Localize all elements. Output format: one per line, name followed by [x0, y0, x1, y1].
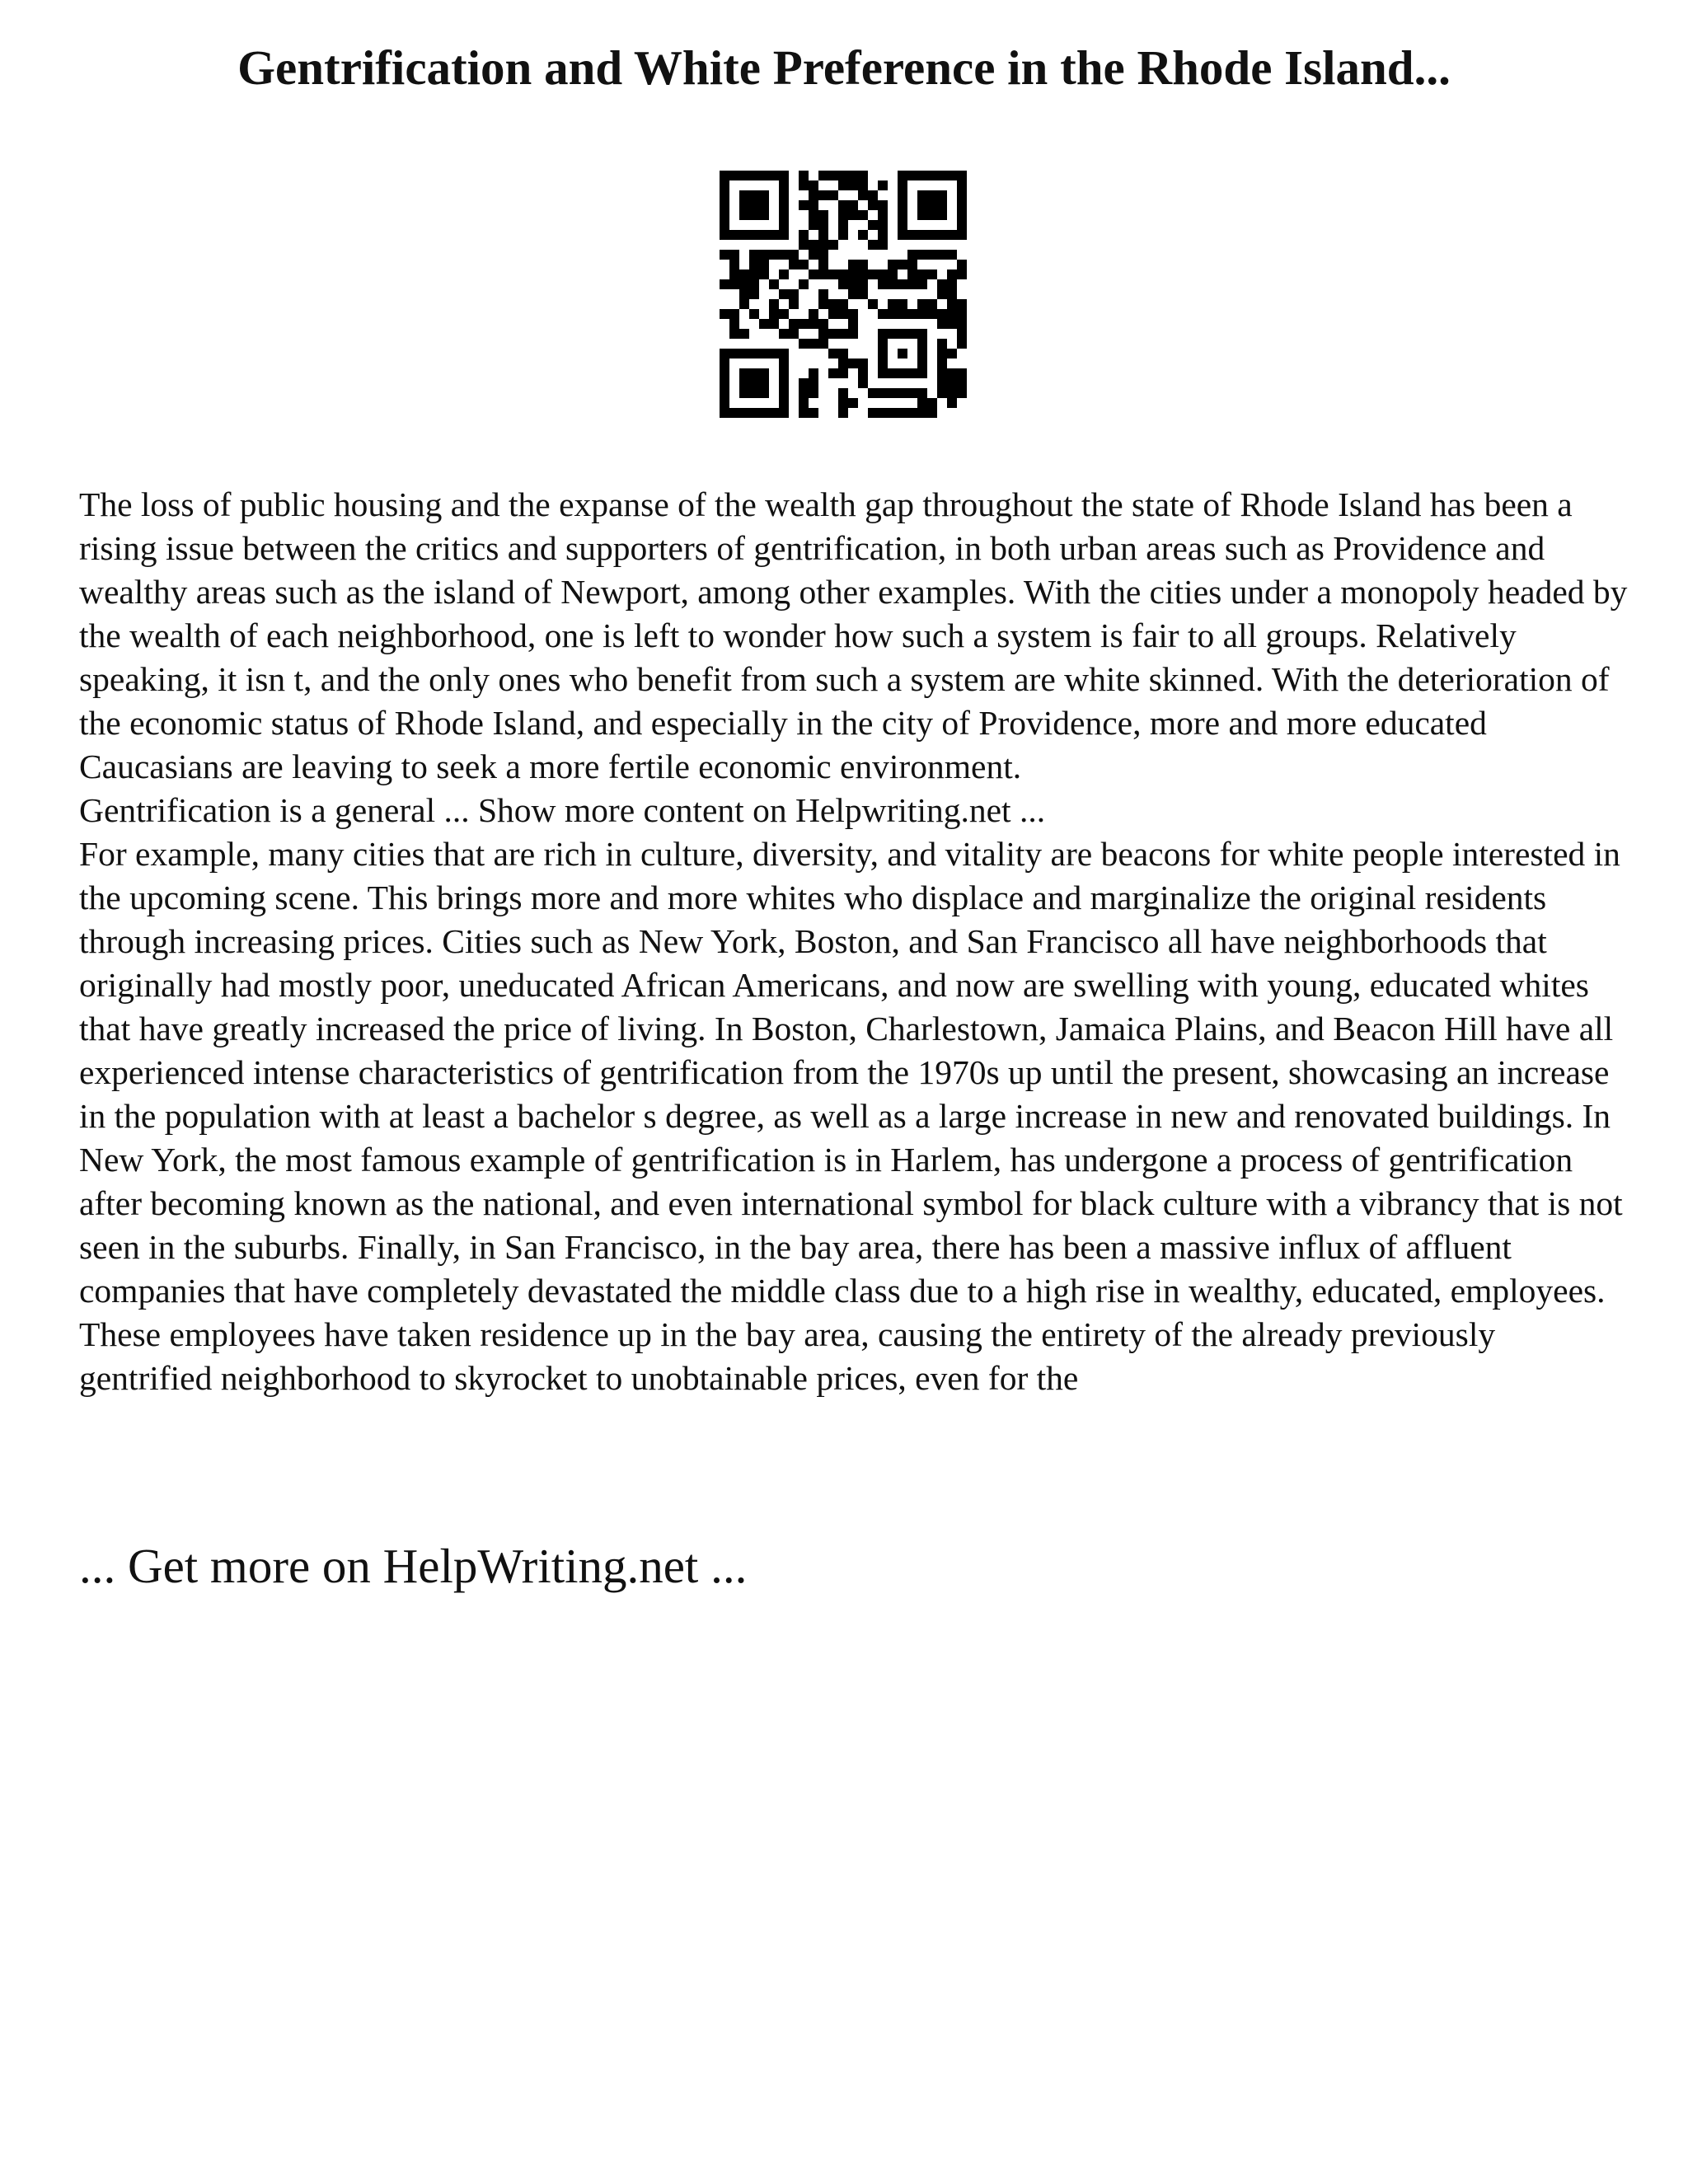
paragraph-intro: The loss of public housing and the expanse of the wealth gap throughout the state of Rhode Island has been a rising issue between the critics and supporters of gentrification, in both urban areas such as Providence and wealthy areas such as the island of Newport, among other examples. With the cities under a monopoly headed by the wealth of each neighborhood, one is left to wonder how such a system is fair to all groups. Relatively speaking, it isn t, and the only ones who benefit from such a system are white skinned. With the deterioration of the economic status of Rhode Island, and especially in the city of Providence, more and more educated Caucasians are leaving to seek a more fertile economic environment.: [79, 485, 1628, 785]
qr-code-icon[interactable]: [720, 171, 967, 418]
show-more-line[interactable]: Gentrification is a general ... Show more content on Helpwriting.net ...: [79, 791, 1046, 829]
article-body: [79, 483, 1629, 1400]
paragraph-examples: For example, many cities that are rich in culture, diversity, and vitality are beacons for white people interested in the upcoming scene. This brings more and more whites who displace and marginalize the original residents through increasing prices. Cities such as New York, Boston, and San Francisco all have neighborhoods that originally had mostly poor, uneducated African Americans, and now are swelling with young, educated whites that have greatly increased the price of living. In Boston, Charlestown, Jamaica Plains, and Beacon Hill have all experienced intense characteristics of gentrification from the 1970s up until the present, showcasing an increase in the population with at least a bachelor s degree, as well as a large increase in new and renovated buildings. In New York, the most famous example of gentrification is in Harlem, has undergone a process of gentrification after becoming known as the national, and even international symbol for black culture with a vibrancy that is not seen in the suburbs. Finally, in San Francisco, in the bay area, there has been a massive influx of affluent companies that have completely devastated the middle class due to a high rise in wealthy, educated, employees. These employees have taken residence up in the bay area, causing the entirety of the already previously gentrified neighborhood to skyrocket to unobtainable prices, even for the: [79, 835, 1623, 1397]
get-more-link[interactable]: ... Get more on HelpWriting.net ...: [79, 1539, 748, 1593]
page-title: Gentrification and White Preference in the Rhode Island...: [237, 40, 1451, 95]
